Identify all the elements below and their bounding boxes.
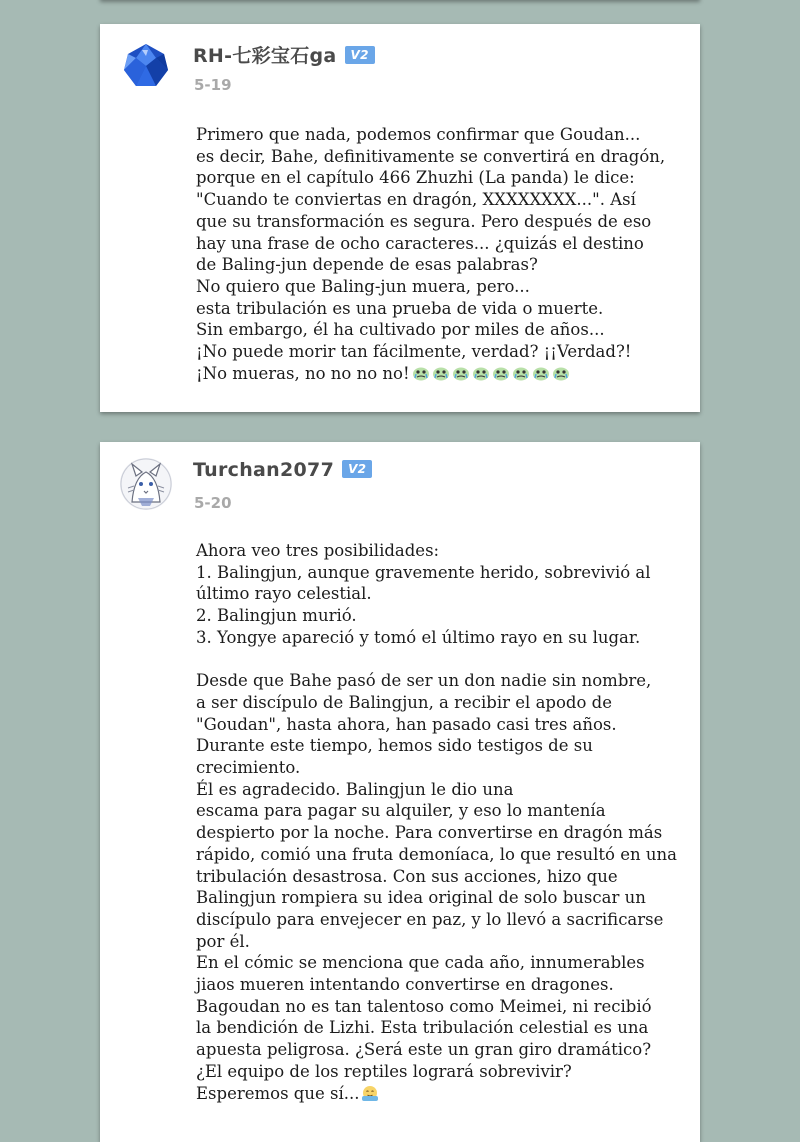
avatar[interactable] — [120, 458, 172, 510]
crying-face-icon — [452, 365, 470, 381]
comment-card — [100, 24, 700, 412]
text-line: Sin embargo, él ha cultivado por miles de años... — [196, 320, 605, 340]
text-line: de Baling-jun depende de esas palabras? — [196, 255, 538, 275]
text-line: No quiero que Baling-jun muera, pero... — [196, 276, 530, 296]
text-line: Esperemos que sí... — [196, 1083, 360, 1103]
text-line: la bendición de Lizhi. Esta tribulación celestial es una — [196, 1018, 649, 1038]
username[interactable] — [193, 459, 372, 481]
text-line: 3. Yongye apareció y tomó el último rayo en su lugar. — [196, 627, 641, 647]
level-badge: V2 — [345, 46, 375, 64]
text-line: escama para pagar su alquiler, y eso lo mantenía — [196, 801, 606, 821]
text-line: apuesta peligrosa. ¿Será este un gran giro dramático? — [196, 1040, 652, 1060]
comment-body — [196, 124, 665, 384]
username-text[interactable]: RH-七彩宝石ga — [193, 45, 337, 67]
text-line: que su transformación es segura. Pero después de eso — [196, 211, 652, 231]
text-line: 1. Balingjun, aunque gravemente herido, sobrevivió al — [196, 562, 651, 582]
text-line: tribulación desastrosa. Con sus acciones, hizo que — [196, 866, 618, 886]
text-line: Desde que Bahe pasó de ser un don nadie sin nombre, — [196, 671, 652, 691]
crying-face-icon — [512, 365, 530, 381]
text-line: crecimiento. — [196, 758, 301, 778]
text-line: a ser discípulo de Balingjun, a recibir el apodo de — [196, 692, 612, 712]
text-line: esta tribulación es una prueba de vida o muerte. — [196, 298, 604, 318]
crying-face-icon — [532, 365, 550, 381]
level-badge: V2 — [342, 460, 372, 478]
text-line: último rayo celestial. — [196, 584, 372, 604]
post-date: 5-19 — [194, 76, 232, 94]
comment-card — [100, 442, 700, 1142]
text-line: "Cuando te conviertas en dragón, XXXXXXXX...". Así — [196, 190, 636, 210]
text-line-with-emoji — [196, 1083, 677, 1105]
text-line: por él. — [196, 931, 250, 951]
text-line: Balingjun rompiera su idea original de solo buscar un — [196, 888, 646, 908]
text-line: jiaos mueren intentando convertirse en dragones. — [196, 975, 614, 995]
text-line: porque en el capítulo 466 Zhuzhi (La panda) le dice: — [196, 168, 635, 188]
text-line: En el cómic se menciona que cada año, innumerables — [196, 953, 645, 973]
text-line: discípulo para envejecer en paz, y lo llevó a sacrificarse — [196, 909, 664, 929]
username[interactable] — [193, 41, 375, 68]
text-line: es decir, Bahe, definitivamente se convertirá en dragón, — [196, 146, 666, 166]
crying-face-icon — [552, 365, 570, 381]
blank-line — [196, 649, 677, 671]
username-text[interactable]: Turchan2077 — [193, 459, 335, 481]
text-line-with-emoji — [196, 363, 665, 385]
crying-face-icon — [412, 365, 430, 381]
crying-face-icon — [492, 365, 510, 381]
crying-face-icon — [472, 365, 490, 381]
text-line: hay una frase de ocho caracteres... ¿quizás el destino — [196, 233, 644, 253]
hugging-face-icon — [361, 1085, 379, 1101]
text-line: Él es agradecido. Balingjun le dio una — [196, 779, 514, 799]
crying-face-icon — [432, 365, 450, 381]
text-line: ¡No puede morir tan fácilmente, verdad? ¡¡Verdad?! — [196, 342, 632, 362]
text-line: rápido, comió una fruta demoníaca, lo que resultó en una — [196, 844, 677, 864]
text-line: Ahora veo tres posibilidades: — [196, 541, 440, 560]
avatar[interactable] — [120, 40, 172, 92]
text-line: Bagoudan no es tan talentoso como Meimei, ni recibió — [196, 996, 652, 1016]
emoji-row — [410, 364, 570, 383]
text-line: ¡No mueras, no no no no! — [196, 363, 410, 383]
text-line: despierto por la noche. Para convertirse en dragón más — [196, 823, 663, 843]
text-line: Durante este tiempo, hemos sido testigos de su — [196, 736, 593, 756]
text-line: "Goudan", hasta ahora, han pasado casi tres años. — [196, 714, 617, 734]
text-line: 2. Balingjun murió. — [196, 606, 357, 626]
post-date: 5-20 — [194, 494, 232, 512]
text-line: Primero que nada, podemos confirmar que Goudan... — [196, 125, 641, 144]
text-line: ¿El equipo de los reptiles logrará sobrevivir? — [196, 1061, 572, 1081]
comment-body — [196, 540, 677, 1104]
